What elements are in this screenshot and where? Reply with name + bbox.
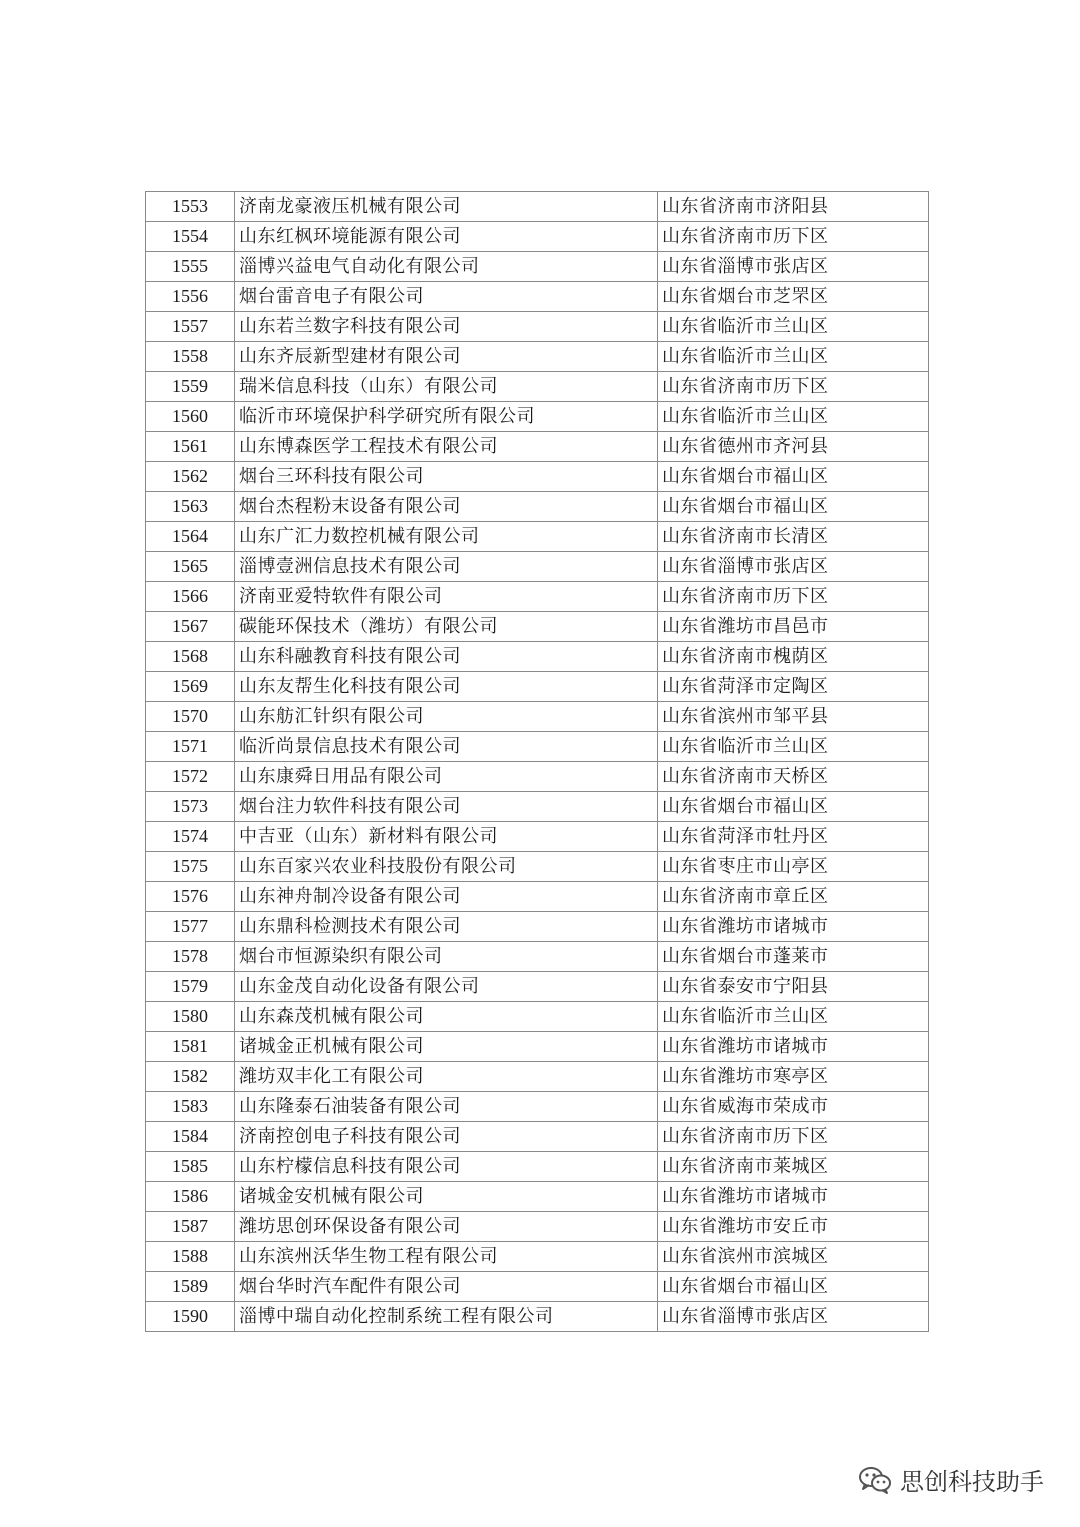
- table-row: [146, 732, 929, 762]
- company-region: 山东省德州市齐河县: [658, 432, 929, 462]
- table-row: [146, 672, 929, 702]
- row-number: 1572: [146, 762, 235, 792]
- table-row: [146, 1242, 929, 1272]
- company-region: 山东省潍坊市诸城市: [658, 912, 929, 942]
- company-region: 山东省临沂市兰山区: [658, 732, 929, 762]
- row-number: 1563: [146, 492, 235, 522]
- table-row: [146, 1212, 929, 1242]
- company-name: 临沂尚景信息技术有限公司: [235, 732, 658, 762]
- row-number: 1553: [146, 192, 235, 222]
- company-name: 山东友帮生化科技有限公司: [235, 672, 658, 702]
- company-region: 山东省济南市章丘区: [658, 882, 929, 912]
- row-number: 1585: [146, 1152, 235, 1182]
- row-number: 1588: [146, 1242, 235, 1272]
- row-number: 1571: [146, 732, 235, 762]
- table-row: [146, 1092, 929, 1122]
- table-row: [146, 1272, 929, 1302]
- table-row: [146, 582, 929, 612]
- table-row: [146, 492, 929, 522]
- company-region: 山东省烟台市芝罘区: [658, 282, 929, 312]
- company-name: 临沂市环境保护科学研究所有限公司: [235, 402, 658, 432]
- row-number: 1590: [146, 1302, 235, 1332]
- table-row: [146, 762, 929, 792]
- company-table: [145, 191, 929, 1332]
- company-region: 山东省淄博市张店区: [658, 1302, 929, 1332]
- company-name: 济南控创电子科技有限公司: [235, 1122, 658, 1152]
- company-region: 山东省烟台市福山区: [658, 1272, 929, 1302]
- company-region: 山东省临沂市兰山区: [658, 1002, 929, 1032]
- table-row: [146, 972, 929, 1002]
- table-row: [146, 642, 929, 672]
- row-number: 1569: [146, 672, 235, 702]
- company-name: 烟台三环科技有限公司: [235, 462, 658, 492]
- company-region: 山东省枣庄市山亭区: [658, 852, 929, 882]
- table-row: [146, 552, 929, 582]
- table-row: [146, 282, 929, 312]
- table-row: [146, 792, 929, 822]
- company-name: 山东鼎科检测技术有限公司: [235, 912, 658, 942]
- company-name: 济南亚爱特软件有限公司: [235, 582, 658, 612]
- company-name: 烟台华时汽车配件有限公司: [235, 1272, 658, 1302]
- company-region: 山东省淄博市张店区: [658, 252, 929, 282]
- company-name: 中吉亚（山东）新材料有限公司: [235, 822, 658, 852]
- row-number: 1579: [146, 972, 235, 1002]
- row-number: 1573: [146, 792, 235, 822]
- company-name: 潍坊双丰化工有限公司: [235, 1062, 658, 1092]
- table-row: [146, 312, 929, 342]
- company-table-body: [146, 192, 929, 1332]
- table-row: [146, 1152, 929, 1182]
- company-name: 山东若兰数字科技有限公司: [235, 312, 658, 342]
- row-number: 1586: [146, 1182, 235, 1212]
- company-region: 山东省潍坊市诸城市: [658, 1182, 929, 1212]
- company-region: 山东省烟台市福山区: [658, 492, 929, 522]
- company-name: 烟台雷音电子有限公司: [235, 282, 658, 312]
- company-region: 山东省济南市历下区: [658, 582, 929, 612]
- company-name: 淄博壹洲信息技术有限公司: [235, 552, 658, 582]
- row-number: 1577: [146, 912, 235, 942]
- company-name: 烟台市恒源染织有限公司: [235, 942, 658, 972]
- company-name: 山东金茂自动化设备有限公司: [235, 972, 658, 1002]
- company-name: 山东滨州沃华生物工程有限公司: [235, 1242, 658, 1272]
- table-row: [146, 522, 929, 552]
- watermark-text: 思创科技助手: [900, 1468, 1044, 1496]
- company-region: 山东省济南市历下区: [658, 372, 929, 402]
- row-number: 1574: [146, 822, 235, 852]
- company-name: 山东齐辰新型建材有限公司: [235, 342, 658, 372]
- row-number: 1557: [146, 312, 235, 342]
- table-row: [146, 402, 929, 432]
- company-region: 山东省菏泽市牡丹区: [658, 822, 929, 852]
- company-region: 山东省济南市长清区: [658, 522, 929, 552]
- table-row: [146, 432, 929, 462]
- row-number: 1562: [146, 462, 235, 492]
- wechat-icon: [858, 1465, 892, 1495]
- row-number: 1576: [146, 882, 235, 912]
- company-name: 淄博中瑞自动化控制系统工程有限公司: [235, 1302, 658, 1332]
- company-region: 山东省泰安市宁阳县: [658, 972, 929, 1002]
- company-region: 山东省烟台市福山区: [658, 792, 929, 822]
- company-name: 山东隆泰石油装备有限公司: [235, 1092, 658, 1122]
- company-name: 山东科融教育科技有限公司: [235, 642, 658, 672]
- table-row: [146, 252, 929, 282]
- company-region: 山东省临沂市兰山区: [658, 402, 929, 432]
- company-region: 山东省潍坊市诸城市: [658, 1032, 929, 1062]
- company-name: 潍坊思创环保设备有限公司: [235, 1212, 658, 1242]
- row-number: 1555: [146, 252, 235, 282]
- row-number: 1589: [146, 1272, 235, 1302]
- company-region: 山东省潍坊市昌邑市: [658, 612, 929, 642]
- row-number: 1556: [146, 282, 235, 312]
- company-region: 山东省菏泽市定陶区: [658, 672, 929, 702]
- row-number: 1564: [146, 522, 235, 552]
- company-region: 山东省临沂市兰山区: [658, 342, 929, 372]
- row-number: 1559: [146, 372, 235, 402]
- company-name: 淄博兴益电气自动化有限公司: [235, 252, 658, 282]
- company-name: 诸城金安机械有限公司: [235, 1182, 658, 1212]
- company-region: 山东省淄博市张店区: [658, 552, 929, 582]
- company-name: 山东康舜日用品有限公司: [235, 762, 658, 792]
- row-number: 1558: [146, 342, 235, 372]
- company-name: 山东博森医学工程技术有限公司: [235, 432, 658, 462]
- table-row: [146, 612, 929, 642]
- company-region: 山东省济南市槐荫区: [658, 642, 929, 672]
- company-region: 山东省济南市莱城区: [658, 1152, 929, 1182]
- company-region: 山东省济南市济阳县: [658, 192, 929, 222]
- row-number: 1560: [146, 402, 235, 432]
- table-row: [146, 1182, 929, 1212]
- row-number: 1570: [146, 702, 235, 732]
- row-number: 1575: [146, 852, 235, 882]
- row-number: 1568: [146, 642, 235, 672]
- company-name: 山东舫汇针织有限公司: [235, 702, 658, 732]
- company-region: 山东省滨州市滨城区: [658, 1242, 929, 1272]
- table-row: [146, 372, 929, 402]
- company-name: 山东百家兴农业科技股份有限公司: [235, 852, 658, 882]
- table-row: [146, 1062, 929, 1092]
- company-name: 山东广汇力数控机械有限公司: [235, 522, 658, 552]
- row-number: 1583: [146, 1092, 235, 1122]
- row-number: 1554: [146, 222, 235, 252]
- company-name: 山东森茂机械有限公司: [235, 1002, 658, 1032]
- row-number: 1566: [146, 582, 235, 612]
- table-row: [146, 192, 929, 222]
- company-region: 山东省济南市历下区: [658, 1122, 929, 1152]
- table-row: [146, 882, 929, 912]
- company-name: 诸城金正机械有限公司: [235, 1032, 658, 1062]
- row-number: 1561: [146, 432, 235, 462]
- row-number: 1565: [146, 552, 235, 582]
- company-region: 山东省临沂市兰山区: [658, 312, 929, 342]
- company-name: 山东柠檬信息科技有限公司: [235, 1152, 658, 1182]
- table-row: [146, 462, 929, 492]
- table-row: [146, 1002, 929, 1032]
- table-row: [146, 852, 929, 882]
- company-region: 山东省济南市天桥区: [658, 762, 929, 792]
- table-row: [146, 1302, 929, 1332]
- company-name: 山东红枫环境能源有限公司: [235, 222, 658, 252]
- company-name: 山东神舟制冷设备有限公司: [235, 882, 658, 912]
- table-row: [146, 942, 929, 972]
- company-name: 烟台注力软件科技有限公司: [235, 792, 658, 822]
- table-row: [146, 1122, 929, 1152]
- row-number: 1567: [146, 612, 235, 642]
- table-row: [146, 822, 929, 852]
- table-row: [146, 222, 929, 252]
- company-region: 山东省济南市历下区: [658, 222, 929, 252]
- row-number: 1580: [146, 1002, 235, 1032]
- company-region: 山东省滨州市邹平县: [658, 702, 929, 732]
- table-row: [146, 1032, 929, 1062]
- company-region: 山东省烟台市福山区: [658, 462, 929, 492]
- company-name: 瑞米信息科技（山东）有限公司: [235, 372, 658, 402]
- company-region: 山东省潍坊市寒亭区: [658, 1062, 929, 1092]
- row-number: 1578: [146, 942, 235, 972]
- row-number: 1587: [146, 1212, 235, 1242]
- table-row: [146, 702, 929, 732]
- company-name: 烟台杰程粉末设备有限公司: [235, 492, 658, 522]
- row-number: 1582: [146, 1062, 235, 1092]
- company-region: 山东省威海市荣成市: [658, 1092, 929, 1122]
- company-name: 济南龙豪液压机械有限公司: [235, 192, 658, 222]
- watermark: [858, 1462, 1044, 1497]
- row-number: 1584: [146, 1122, 235, 1152]
- table-row: [146, 342, 929, 372]
- company-name: 碳能环保技术（潍坊）有限公司: [235, 612, 658, 642]
- company-region: 山东省潍坊市安丘市: [658, 1212, 929, 1242]
- row-number: 1581: [146, 1032, 235, 1062]
- company-region: 山东省烟台市蓬莱市: [658, 942, 929, 972]
- table-row: [146, 912, 929, 942]
